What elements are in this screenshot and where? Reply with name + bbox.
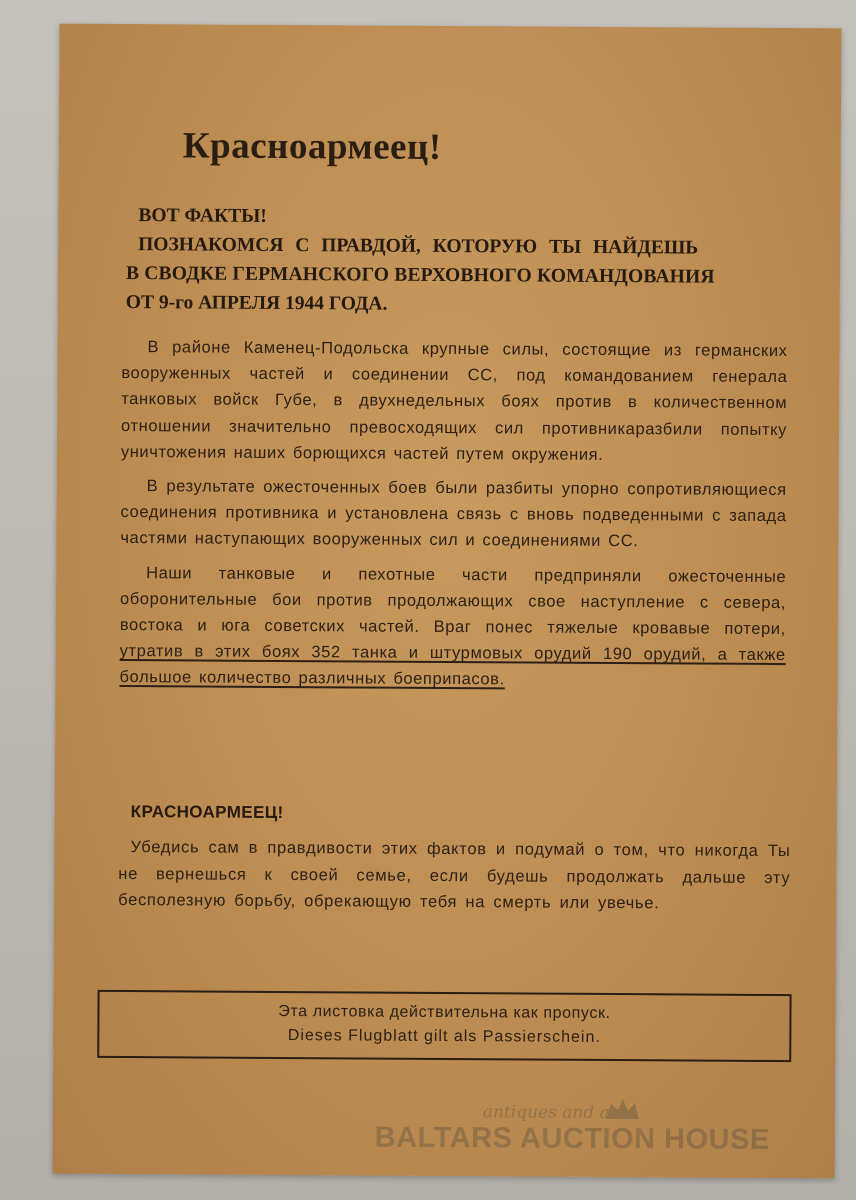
headline-line-2: ПОЗНАКОМСЯ С ПРАВДОЙ, КОТОРУЮ ТЫ НАЙДЕШЬ <box>138 234 699 259</box>
leaflet-title: Красноармеец! <box>182 125 442 168</box>
appeal-text: Убедись сам в правдивости этих фактов и подумай о том, что никогда Ты не вернешься к своей семье, если будешь продолжать дальше эту бесполезную борьбу, обрекающую тебя на смерть или увечье. <box>118 838 791 913</box>
headline-block <box>126 201 787 321</box>
safe-conduct-russian: Эта листовка действительна как пропуск. <box>278 1002 611 1023</box>
appeal-heading: КРАСНОАРМЕЕЦ! <box>130 802 284 823</box>
safe-conduct-german: Dieses Flugblatt gilt als Passierschein. <box>287 1027 601 1046</box>
underlined-losses-text: утратив в этих боях 352 танка и штурмовых орудий 190 орудий, а также большое количество различных боеприпасов. <box>119 642 786 689</box>
report-paragraph-2: В результате ожесточенных боев были разбиты упорно сопротивляющиеся соединения противника и установлена связь с вновь подведенными с запада частями наступающих вооруженных сил и соединениями СС. <box>120 477 787 551</box>
crown-icon <box>603 1095 643 1123</box>
leaflet-sheet <box>52 24 841 1179</box>
headline-line-3: В СВОДКЕ ГЕРМАНСКОГО ВЕРХОВНОГО КОМАНДОВАНИЯ <box>125 263 715 288</box>
auction-watermark <box>375 1102 815 1175</box>
watermark-script-text: antiques and art <box>482 1102 625 1124</box>
watermark-main-text: BALTARS AUCTION HOUSE <box>374 1121 770 1156</box>
report-paragraph-3-text: Наши танковые и пехотные части предприняли ожесточенные оборонительные бои против продолжающих свое наступление с севера, востока и юга советских частей. Враг понес тяжелые кровавые потери, <box>119 563 787 639</box>
report-paragraph-3 <box>119 560 786 695</box>
headline-line-4: ОТ 9-го АПРЕЛЯ 1944 ГОДА. <box>125 292 388 315</box>
report-paragraph-1: В районе Каменец-Подольска крупные силы, состоящие из германских вооруженных частей и соединении СС, под командованием генерала танковых войск Губе, в двухнедельных боях против в количественном отношении значительно превосходящих сил противникаразбили попытку уничтожения наших борющихся частей путем окружения. <box>120 338 788 464</box>
headline-line-1: ВОТ ФАКТЫ! <box>138 205 267 227</box>
report-body <box>119 334 787 703</box>
safe-conduct-box <box>97 990 791 1062</box>
